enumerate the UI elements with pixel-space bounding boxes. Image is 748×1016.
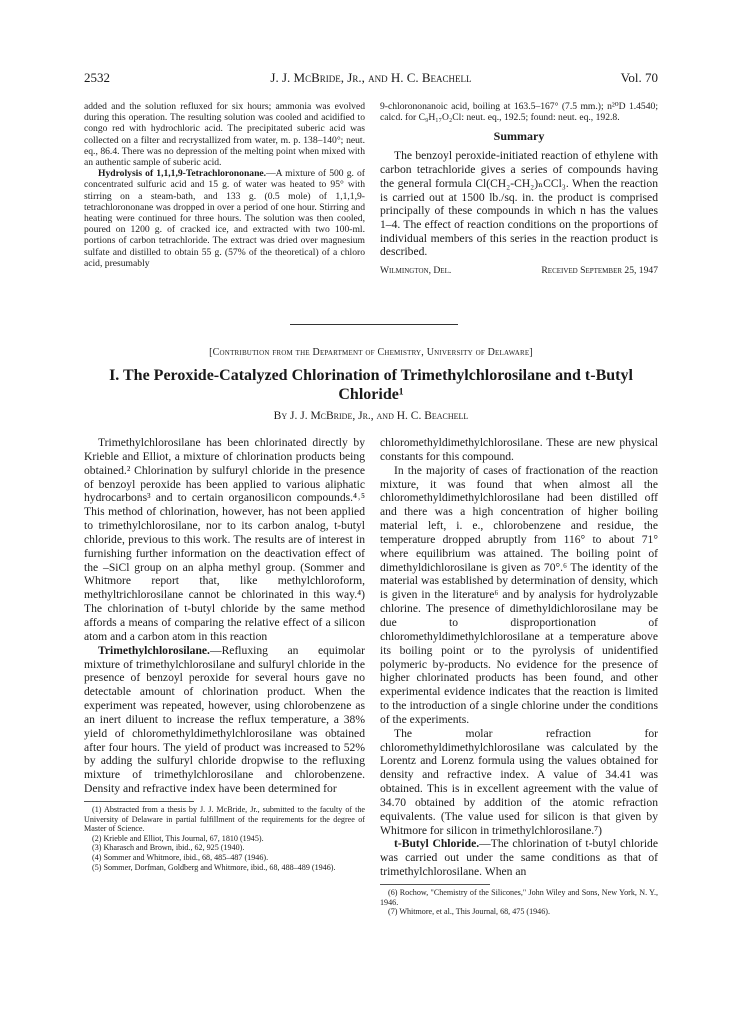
trimethylchlorosilane-paragraph bbox=[84, 644, 365, 796]
summary-text: The benzoyl peroxide-initiated reaction of ethylene with carbon tetrachloride gives a series of compounds having the general formula Cl(CH₂-CH₂)ₙCCl₃. When the reaction is carried out at 1500 lb./sq. in. the product is comprised principally of these compounds in which n has the values 1–4. The effect of reaction conditions on the proportions of individual members of this series in the reaction product is described. bbox=[380, 149, 658, 259]
article-title: I. The Peroxide-Catalyzed Chlorination of Trimethylchlorosilane and t-Butyl Chloride¹ bbox=[109, 367, 633, 403]
footnote: (3) Kharasch and Brown, ibid., 62, 925 (1940). bbox=[92, 843, 245, 853]
constants-paragraph: chloromethyldimethylchlorosilane. These are new physical constants for this compound. bbox=[380, 436, 658, 463]
prev-article-right-column bbox=[380, 101, 658, 276]
volume-label: Vol. 70 bbox=[620, 70, 658, 85]
footnotes-left bbox=[84, 805, 365, 872]
running-head bbox=[84, 70, 658, 88]
article-byline: By J. J. McBride, Jr., and H. C. Beachell bbox=[273, 410, 469, 422]
summary-heading: Summary bbox=[493, 129, 545, 144]
footnote: (4) Sommer and Whitmore, ibid., 68, 485–487 (1946). bbox=[92, 852, 269, 862]
trimethylchlorosilane-text: —Refluxing an equimolar mixture of trimethylchlorosilane and sulfuryl chloride in the presence of benzoyl peroxide for several hours gave no detectable amount of chlorination product. When the experiment was repeated, however, using chlorobenzene as an inert diluent to increase the reflux temperature, a 38% yield of chloromethyldimethylchlorosilane was obtained after four hours. The yield of product was increased to 52% by adding the sulfuryl chloride dropwise to the refluxing mixture of trimethylchlorosilane and chlorobenzene. Density and refractive index have been determined for bbox=[84, 643, 365, 796]
contribution-line: [Contribution from the Department of Chemistry, University of Delaware] bbox=[209, 347, 533, 358]
received-date: Received September 25, 1947 bbox=[541, 265, 658, 277]
page-number: 2532 bbox=[84, 70, 110, 85]
signature-place: Wilmington, Del. bbox=[380, 265, 452, 277]
t-butyl-chloride-heading: t-Butyl Chloride. bbox=[394, 837, 480, 851]
article-left-column bbox=[84, 436, 365, 872]
prev-article-left-column bbox=[84, 101, 365, 269]
footnote: (2) Krieble and Elliot, This Journal, 67, 1810 (1945). bbox=[92, 833, 264, 843]
footnote-rule bbox=[84, 801, 194, 802]
footnote: (5) Sommer, Dorfman, Goldberg and Whitmore, ibid., 68, 488–489 (1946). bbox=[92, 862, 336, 872]
footnote-rule bbox=[380, 884, 490, 885]
molar-refraction-paragraph: The molar refraction for chloromethyldimethylchlorosilane was calculated by the Lorentz and Lorenz formula using the values obtained for density and refractive index. A value of 34.41 was obtained. This is in excellent agreement with the value of 34.70 obtained by addition of the atomic refraction equivalents. (The value used for silicon is that given by Whitmore for silicon in trimethylchlorosilane.⁷) bbox=[380, 726, 658, 837]
prev-article-hydrolysis-paragraph bbox=[84, 168, 365, 269]
t-butyl-chloride-text: —The chlorination of t-butyl chloride was carried out under the same conditions as that of trimethylchlorosilane. When an bbox=[380, 837, 658, 879]
hydrolysis-heading: Hydrolysis of 1,1,1,9-Tetrachlorononane. bbox=[98, 168, 267, 180]
footnote: (6) Rochow, "Chemistry of the Silicones," John Wiley and Sons, New York, N. Y., 1946. bbox=[380, 888, 658, 907]
running-head-authors: J. J. McBride, Jr., and H. C. Beachell bbox=[270, 70, 472, 85]
article-separator-rule bbox=[290, 324, 458, 325]
fractionation-paragraph: In the majority of cases of fractionation of the reaction mixture, it was found that when almost all the chloromethyldimethylchlorosilane had been distilled off and there was a high concentration of higher boiling material left, i. e., chlorobenzene and residue, the temperature dropped abruptly from 116° to about 71° where equilibrium was attained. The boiling point of dimethyldichlorosilane is given as 70°.⁶ The identity of the material was established by determination of density, which is given in the literature⁶ and by analysis for hydrolyzable chlorine. The presence of dimethyldichlorosilane may be due to disproportionation of chloromethyldimethylchlorosilane at a temperature above its boiling point or to the pyrolysis of unidentified polymeric by-products. No evidence for the presence of higher chlorinated products has been found, and other experimental evidence indicates that the reaction is limited to the introduction of a single chlorine under the conditions of the experiments. bbox=[380, 463, 658, 726]
footnote: (7) Whitmore, et al., This Journal, 68, 475 (1946). bbox=[388, 907, 550, 917]
prev-article-paragraph: added and the solution refluxed for six hours; ammonia was evolved during this operation. The resulting solution was cooled and acidified to congo red with hydrochloric acid. The precipitated suberic acid was collected on a filter and recrystallized from water, m. p. 138–140°; neut. eq., 86.4. There was no depression of the melting point when mixed with an authentic sample of suberic acid. bbox=[84, 101, 365, 169]
footnote: (1) Abstracted from a thesis by J. J. McBride, Jr., submitted to the faculty of the University of Delaware in partial fulfillment of the requirements for the degree of Master of Science. bbox=[84, 804, 365, 834]
intro-paragraph: Trimethylchlorosilane has been chlorinated directly by Krieble and Elliot, a mixture of chlorination products being obtained.² Chlorination by sulfuryl chloride in the presence of benzoyl peroxide has been applied to various aliphatic hydrocarbons³ and to certain organosilicon compounds.⁴˒⁵ This method of chlorination, however, has not been applied to trimethylchlorosilane, nor to its carbon analog, t-butyl chloride, previous to this work. The results are of interest in furnishing further information on the deactivation effect of the –SiCl group on an alpha methyl group. (Sommer and Whitmore report that, like methylchloroform, methyltrichlorosilane cannot be chlorinated in this way.⁴) The chlorination of t-butyl chloride by the same method affords a means of comparing the relative effect of a silicon atom and a carbon atom in this reaction bbox=[84, 436, 365, 643]
t-butyl-chloride-paragraph bbox=[380, 837, 658, 879]
prev-article-continuation: 9-chlorononanoic acid, boiling at 163.5–167° (7.5 mm.); n²⁰D 1.4540; calcd. for C₉H₁₇O₂Cl: neut. eq., 192.5; found: neut. eq., 192.8. bbox=[380, 101, 658, 124]
signature-line bbox=[380, 265, 658, 276]
article-right-column bbox=[380, 436, 658, 917]
hydrolysis-text: —A mixture of 500 g. of concentrated sulfuric acid and 15 g. of water was heated to 95° with stirring on a steam-bath, and 133 g. (0.5 mole) of 1,1,1,9-tetrachlorononane was dropped in over a period of one hour. Stirring and heating were continued for three hours. The solution was then cooled, poured on 1200 g. of cracked ice, and extracted with two 100-ml. portions of carbon tetrachloride. The extract was dried over magnesium sulfate and distilled to obtain 55 g. (57% of the theoretical) of a chloro acid, presumably bbox=[84, 168, 365, 269]
trimethylchlorosilane-heading: Trimethylchlorosilane. bbox=[98, 643, 210, 657]
footnotes-right bbox=[380, 888, 658, 917]
